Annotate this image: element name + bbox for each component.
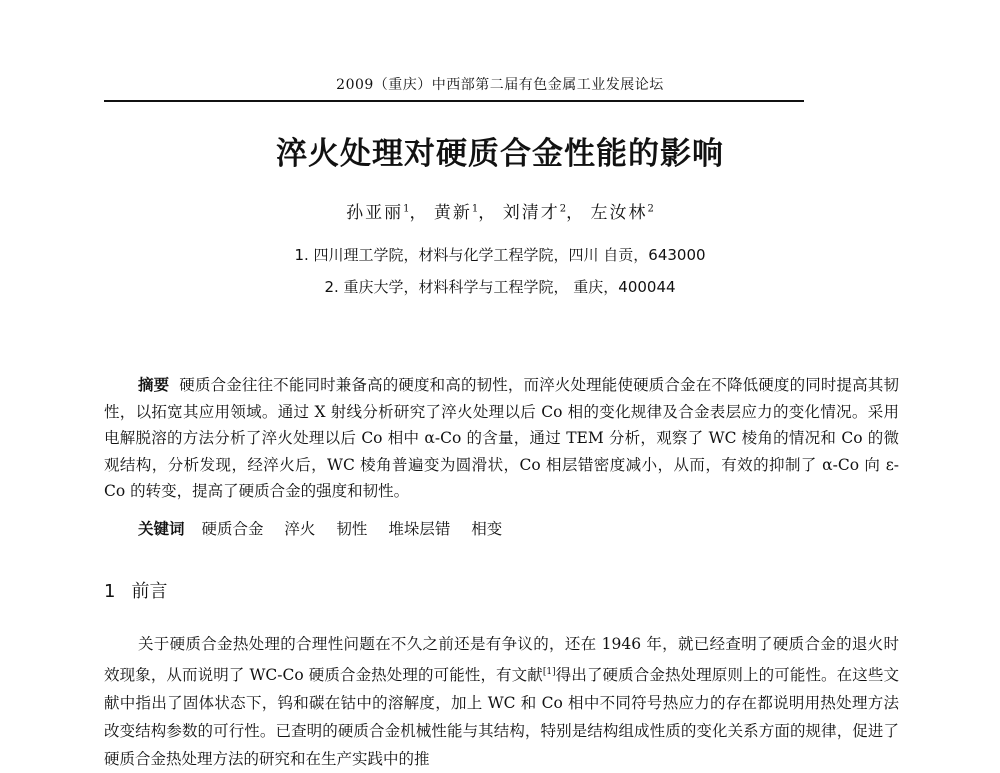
paper-title: 淬火处理对硬质合金性能的影响 [276, 136, 724, 172]
author-affiliation-mark: 1 [403, 203, 410, 215]
keywords [138, 517, 518, 539]
affiliation-1: 1. 四川理工学院，材料与化学工程学院，四川 自贡，643000 [294, 246, 706, 264]
author [590, 203, 653, 223]
keyword: 堆垛层错 [388, 520, 451, 538]
section-title: 前言 [131, 581, 168, 602]
abstract [104, 372, 899, 505]
conference-header: 2009（重庆）中西部第二届有色金属工业发展论坛 [336, 77, 664, 93]
author [434, 203, 478, 223]
abstract-label: 摘要 [138, 375, 170, 394]
section-number: 1 [104, 581, 116, 602]
author-name: 黄新 [433, 203, 472, 223]
author-affiliation-mark: 2 [559, 203, 567, 215]
affiliation-2: 2. 重庆大学，材料科学与工程学院， 重庆，400044 [324, 278, 676, 296]
citation-ref[interactable]: [1] [542, 667, 556, 677]
author-name: 刘清才 [502, 203, 560, 223]
author-list [0, 198, 1000, 223]
section-heading [104, 577, 167, 603]
abstract-text: 硬质合金往往不能同时兼备高的硬度和高的韧性，而淬火处理能使硬质合金在不降低硬度的同时提高其韧性，以拓宽其应用领域。通过 X 射线分析研究了淬火处理以后 Co 相的变化规律及合金表层应力的变化情况。采用电解脱溶的方法分析了淬火处理以后 Co 相中 α-Co 的含量，通过 TEM 分析，观察了 WC 棱角的情况和 Co 的微观结构，分析发现，经淬火后，WC 棱角普遍变为圆滑状，Co 相层错密度减小，从而，有效的抑制了 α-Co 向 ε-Co 的转变，提高了硬质合金的强度和韧性。 [104, 376, 899, 500]
intro-text-part2: 得出了硬质合金热处理原则上的可能性。在这些文献中指出了固体状态下，钨和碳在钴中的溶解度，加上 WC 和 Co 相中不同符号热应力的存在都说明用热处理方法改变结构参数的可行性。已查明的硬质合金机械性能与其结构，特别是结构组成性质的变化关系方面的规律，促进了硬质合金热处理方法的研究和在生产实践中的推 [104, 666, 899, 769]
keyword: 硬质合金 [201, 520, 264, 538]
keyword: 相变 [471, 520, 503, 538]
keyword: 淬火 [284, 520, 316, 538]
author-affiliation-mark: 2 [647, 203, 654, 215]
keyword: 韧性 [336, 520, 368, 538]
author [503, 203, 566, 223]
author-affiliation-mark: 1 [471, 203, 479, 215]
intro-paragraph [104, 630, 899, 773]
author-separator: ， [478, 203, 496, 223]
author-separator: ， [409, 203, 427, 223]
author-name: 左汝林 [590, 203, 648, 223]
header-rule [104, 100, 804, 102]
keywords-label: 关键词 [138, 519, 185, 538]
author [346, 203, 409, 223]
author-name: 孙亚丽 [346, 203, 404, 223]
intro-text-part1: 关于硬质合金热处理的合理性问题在不久之前还是有争议的，还在 1946 年，就已经查明了硬质合金的退火时效现象，从而说明了 WC-Co 硬质合金热处理的可能性，有文献 [104, 635, 899, 685]
author-separator: ， [566, 203, 584, 223]
